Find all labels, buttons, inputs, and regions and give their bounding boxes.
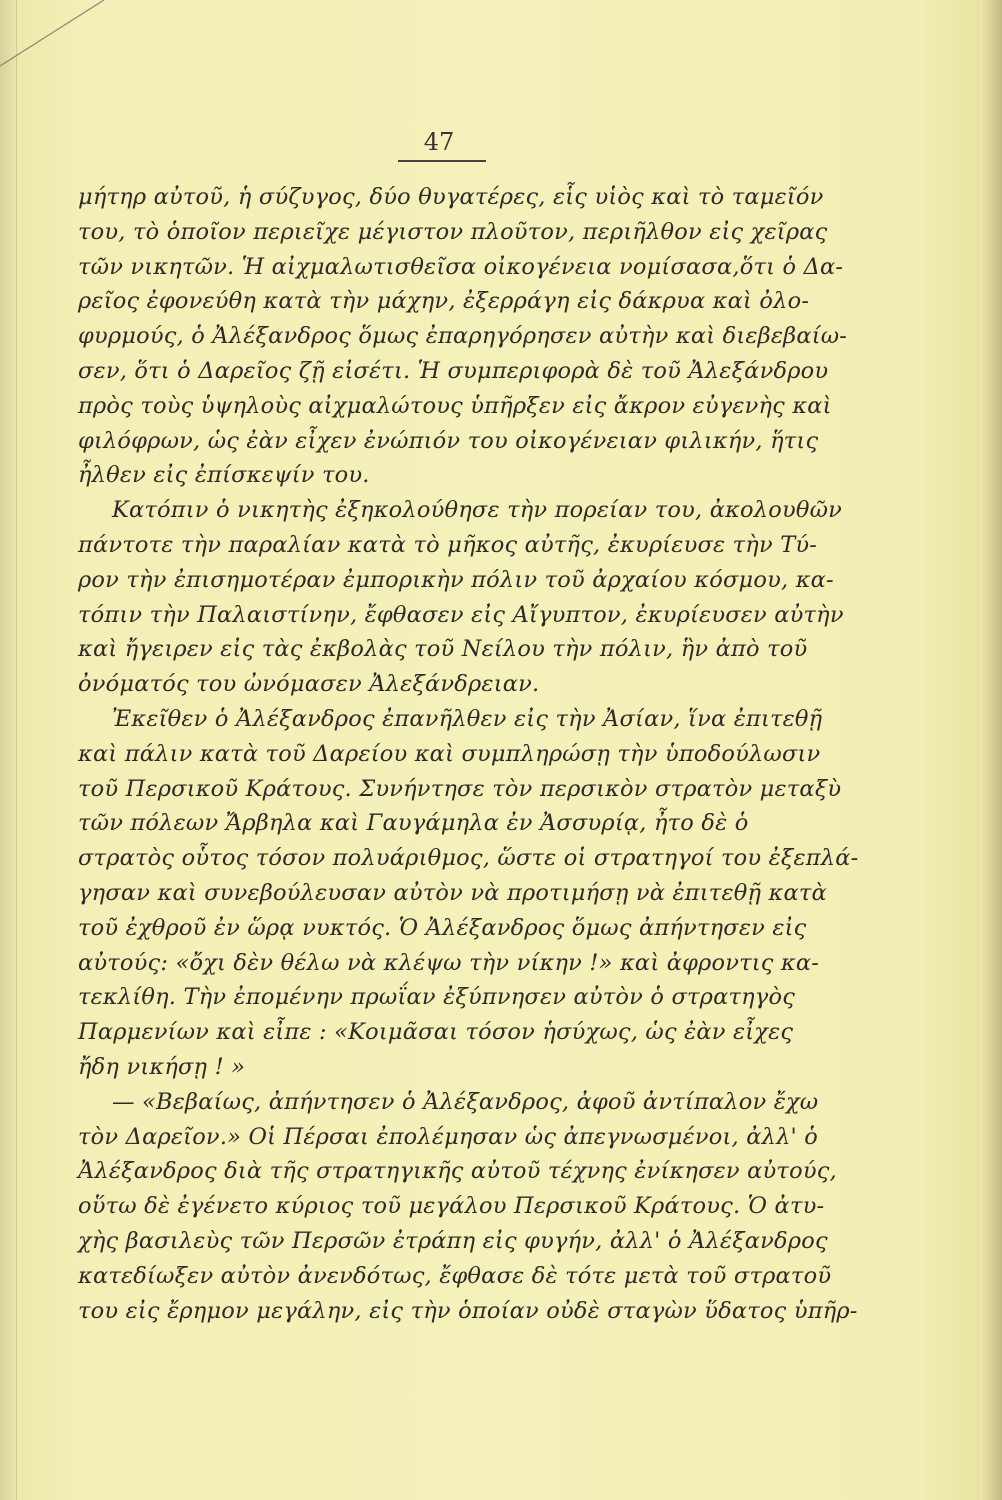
- text-line: ὀνόματός του ὠνόμασεν Ἀλεξάνδρειαν.: [78, 671, 540, 698]
- corner-crease-mark: [0, 0, 120, 120]
- text-line: κατεδίωξεν αὐτὸν ἀνενδότως, ἔφθασε δὲ τότε μετὰ τοῦ στρατοῦ: [78, 1262, 832, 1289]
- text-line: καὶ ἤγειρεν εἰς τὰς ἐκβολὰς τοῦ Νείλου τὴν πόλιν, ἣν ἀπὸ τοῦ: [78, 636, 808, 663]
- text-line: μήτηρ αὐτοῦ, ἡ σύζυγος, δύο θυγατέρες, εἷς υἱὸς καὶ τὸ ταμεῖόν: [78, 184, 824, 210]
- paragraph-start-line: — «Βεβαίως, ἀπήντησεν ὁ Ἀλέξανδρος, ἀφοῦ ἀντίπαλον ἔχω: [112, 1088, 819, 1115]
- page-edge: [980, 0, 1002, 1500]
- text-line: φυρμούς, ὁ Ἀλέξανδρος ὅμως ἐπαρηγόρησεν αὐτὴν καὶ διεβεβαίω-: [78, 323, 848, 350]
- text-line: τὸν Δαρεῖον.» Οἱ Πέρσαι ἐπολέμησαν ὡς ἀπεγνωσμένοι, ἀλλ' ὁ: [78, 1123, 819, 1150]
- text-line: τοῦ Περσικοῦ Κράτους. Συνήντησε τὸν περσικὸν στρατὸν μεταξὺ: [78, 775, 842, 802]
- text-line: τῶν πόλεων Ἄρβηλα καὶ Γαυγάμηλα ἐν Ἀσσυρίᾳ, ἦτο δὲ ὁ: [78, 810, 749, 837]
- text-line: του εἰς ἔρημον μεγάλην, εἰς τὴν ὁποίαν οὐδὲ σταγὼν ὕδατος ὑπῆρ-: [78, 1297, 858, 1324]
- text-line: οὕτω δὲ ἐγένετο κύριος τοῦ μεγάλου Περσικοῦ Κράτους. Ὁ ἀτυ-: [78, 1193, 825, 1220]
- text-line: τόπιν τὴν Παλαιστίνην, ἔφθασεν εἰς Αἴγυπτον, ἐκυρίευσεν αὐτὴν: [78, 601, 844, 628]
- paragraph-start-line: Κατόπιν ὁ νικητὴς ἐξηκολούθησε τὴν πορείαν του, ἀκολουθῶν: [112, 497, 843, 524]
- text-line: καὶ πάλιν κατὰ τοῦ Δαρείου καὶ συμπληρώσῃ τὴν ὑποδούλωσιν: [78, 740, 821, 767]
- text-line: ρον τὴν ἐπισημοτέραν ἐμπορικὴν πόλιν τοῦ ἀρχαίου κόσμου, κα-: [78, 566, 834, 593]
- text-line: ἤδη νικήσῃ ! »: [78, 1053, 246, 1080]
- paragraph-start-line: Ἐκεῖθεν ὁ Ἀλέξανδρος ἐπανῆλθεν εἰς τὴν Ἀσίαν, ἵνα ἐπιτεθῇ: [112, 705, 823, 732]
- text-line: πρὸς τοὺς ὑψηλοὺς αἰχμαλώτους ὑπῆρξεν εἰς ἄκρον εὐγενὴς καὶ: [78, 392, 832, 419]
- text-line: ρεῖος ἐφονεύθη κατὰ τὴν μάχην, ἐξερράγη εἰς δάκρυα καὶ ὀλο-: [78, 288, 810, 315]
- text-line: τῶν νικητῶν. Ἡ αἰχμαλωτισθεῖσα οἰκογένεια νομίσασα,ὅτι ὁ Δα-: [78, 253, 844, 280]
- page-number-rule: [398, 160, 486, 162]
- text-line: σεν, ὅτι ὁ Δαρεῖος ζῇ εἰσέτι. Ἡ συμπεριφορὰ δὲ τοῦ Ἀλεξάνδρου: [78, 357, 829, 384]
- page-gutter: [0, 0, 17, 1500]
- text-line: τοῦ ἐχθροῦ ἐν ὥρᾳ νυκτός. Ὁ Ἀλέξανδρος ὅμως ἀπήντησεν εἰς: [78, 914, 807, 941]
- text-line: του, τὸ ὁποῖον περιεῖχε μέγιστον πλοῦτον, περιῆλθον εἰς χεῖρας: [78, 218, 828, 245]
- text-line: ἦλθεν εἰς ἐπίσκεψίν του.: [78, 462, 370, 489]
- text-line: χὴς βασιλεὺς τῶν Περσῶν ἐτράπη εἰς φυγήν, ἀλλ' ὁ Ἀλέξανδρος: [78, 1227, 828, 1254]
- text-line: τεκλίθη. Τὴν ἐπομένην πρωΐαν ἐξύπνησεν αὐτὸν ὁ στρατηγὸς: [78, 984, 796, 1011]
- text-line: φιλόφρων, ὡς ἐὰν εἶχεν ἐνώπιόν του οἰκογένειαν φιλικήν, ἥτις: [78, 427, 819, 454]
- page-number: 47: [423, 128, 455, 156]
- text-line: Παρμενίων καὶ εἶπε : «Κοιμᾶσαι τόσον ἡσύχως, ὡς ἐὰν εἶχες: [78, 1019, 794, 1046]
- text-line: στρατὸς οὗτος τόσον πολυάριθμος, ὥστε οἱ στρατηγοί του ἐξεπλά-: [78, 845, 859, 872]
- text-line: γησαν καὶ συνεβούλευσαν αὐτὸν νὰ προτιμήσῃ νὰ ἐπιτεθῇ κατὰ: [78, 879, 827, 906]
- text-body: [78, 180, 859, 1328]
- text-line: Ἀλέξανδρος διὰ τῆς στρατηγικῆς αὐτοῦ τέχνης ἐνίκησεν αὐτούς,: [78, 1158, 837, 1185]
- text-line: αὐτούς: «ὄχι δὲν θέλω νὰ κλέψω τὴν νίκην !» καὶ ἀφροντις κα-: [78, 949, 820, 976]
- text-line: πάντοτε τὴν παραλίαν κατὰ τὸ μῆκος αὐτῆς, ἐκυρίευσε τὴν Τύ-: [78, 531, 818, 558]
